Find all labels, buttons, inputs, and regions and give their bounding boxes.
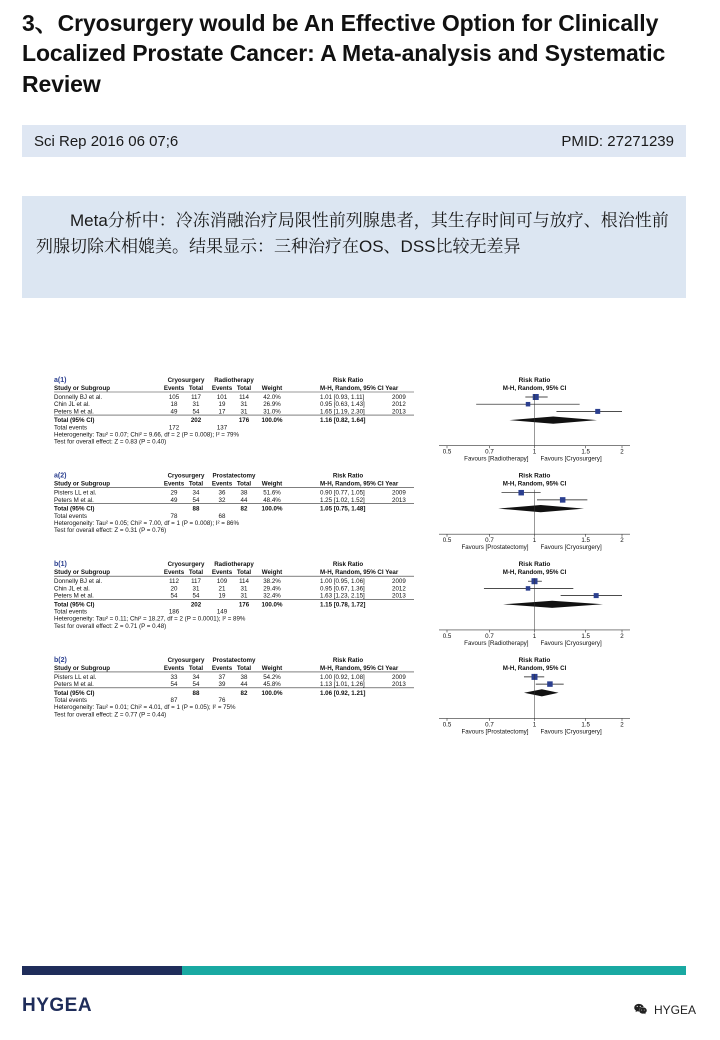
svg-text:45.8%: 45.8% xyxy=(263,681,281,689)
svg-text:2: 2 xyxy=(620,537,624,545)
svg-text:44: 44 xyxy=(240,681,248,689)
svg-text:Cryosurgery: Cryosurgery xyxy=(167,377,205,384)
svg-text:20: 20 xyxy=(170,585,178,593)
svg-text:1.5: 1.5 xyxy=(581,448,590,456)
svg-text:19: 19 xyxy=(218,592,226,600)
svg-text:0.95 [0.67, 1.36]: 0.95 [0.67, 1.36] xyxy=(320,585,365,593)
svg-text:32: 32 xyxy=(218,496,226,504)
svg-text:Favours [Prostatectomy]: Favours [Prostatectomy] xyxy=(461,544,529,552)
svg-text:19: 19 xyxy=(218,401,226,409)
svg-text:Total (95% CI): Total (95% CI) xyxy=(54,689,95,697)
svg-text:114: 114 xyxy=(239,394,249,401)
svg-text:Events: Events xyxy=(163,385,185,392)
svg-text:Test for overall effect: Z = 0: Test for overall effect: Z = 0.83 (P = 0.40) xyxy=(54,438,167,446)
svg-text:Total: Total xyxy=(236,569,252,577)
citation-bar xyxy=(22,125,686,157)
svg-text:1.00 [0.92, 1.08]: 1.00 [0.92, 1.08] xyxy=(320,673,365,681)
svg-text:2012: 2012 xyxy=(392,585,406,593)
svg-text:Prostatectomy: Prostatectomy xyxy=(212,472,256,480)
svg-text:0.5: 0.5 xyxy=(442,632,452,640)
svg-text:Chin JL et al.: Chin JL et al. xyxy=(54,585,90,593)
page-title: 3、Cryosurgery would be An Effective Option for Clinically Localized Prostate Cancer: A Meta-analysis and Systematic Review xyxy=(22,10,666,97)
svg-text:Total: Total xyxy=(188,569,204,577)
svg-text:88: 88 xyxy=(192,505,200,513)
svg-text:105: 105 xyxy=(168,394,180,401)
svg-text:Total events: Total events xyxy=(54,697,88,704)
svg-text:88: 88 xyxy=(192,689,200,697)
svg-text:Favours [Cryosurgery]: Favours [Cryosurgery] xyxy=(540,455,602,463)
svg-text:2013: 2013 xyxy=(392,681,406,689)
svg-text:Prostatectomy: Prostatectomy xyxy=(212,656,256,664)
svg-text:0.7: 0.7 xyxy=(485,721,494,729)
svg-text:1.5: 1.5 xyxy=(581,632,590,640)
svg-text:Weight: Weight xyxy=(261,480,283,488)
svg-text:49: 49 xyxy=(170,496,178,504)
svg-text:48.4%: 48.4% xyxy=(263,496,281,504)
svg-text:2: 2 xyxy=(620,721,624,729)
svg-text:Total (95% CI): Total (95% CI) xyxy=(54,601,95,609)
svg-text:112: 112 xyxy=(169,578,179,586)
svg-text:Events: Events xyxy=(211,664,233,672)
svg-text:1.01 [0.93, 1.11]: 1.01 [0.93, 1.11] xyxy=(320,394,365,401)
footer-bar-teal xyxy=(182,966,686,975)
svg-text:a(1): a(1) xyxy=(54,377,67,384)
svg-text:76: 76 xyxy=(218,697,226,704)
svg-text:Cryosurgery: Cryosurgery xyxy=(167,561,205,569)
citation-journal: Sci Rep 2016 06 07;6 xyxy=(34,132,179,150)
svg-text:Events: Events xyxy=(163,480,185,488)
svg-text:b(1): b(1) xyxy=(54,561,67,569)
forest-plot-svg xyxy=(52,372,672,862)
svg-text:29: 29 xyxy=(170,489,178,497)
svg-text:Weight: Weight xyxy=(261,385,283,392)
svg-text:Radiotherapy: Radiotherapy xyxy=(214,377,254,384)
svg-text:34: 34 xyxy=(192,673,200,681)
svg-text:Heterogeneity: Tau² = 0.01; Ch: Heterogeneity: Tau² = 0.01; Chi² = 4.01, df = 1 (P = 0.05); I² = 75% xyxy=(54,704,236,712)
svg-text:54: 54 xyxy=(192,408,200,416)
svg-text:1.16 [0.82, 1.64]: 1.16 [0.82, 1.64] xyxy=(320,417,366,425)
svg-text:Total: Total xyxy=(236,664,252,672)
svg-text:38: 38 xyxy=(240,673,248,681)
svg-text:M-H, Random, 95% CI: M-H, Random, 95% CI xyxy=(502,664,567,672)
svg-text:0.90 [0.77, 1.05]: 0.90 [0.77, 1.05] xyxy=(320,489,365,497)
svg-text:Events: Events xyxy=(211,569,233,577)
citation-pmid: PMID: 27271239 xyxy=(561,132,674,150)
svg-text:M-H, Random, 95% CI: M-H, Random, 95% CI xyxy=(502,385,567,392)
svg-text:Peters M et al.: Peters M et al. xyxy=(54,408,94,416)
wechat-account-name: HYGEA xyxy=(653,1002,696,1017)
svg-text:31: 31 xyxy=(240,585,248,593)
svg-text:Test for overall effect: Z = 0: Test for overall effect: Z = 0.71 (P = 0.48) xyxy=(54,622,167,630)
svg-text:Events: Events xyxy=(211,480,233,488)
svg-text:1: 1 xyxy=(532,632,537,640)
svg-text:Heterogeneity: Tau² = 0.07; Ch: Heterogeneity: Tau² = 0.07; Chi² = 9.66, df = 2 (P = 0.008); I² = 79% xyxy=(54,431,239,439)
svg-text:31: 31 xyxy=(192,401,200,409)
svg-text:0.7: 0.7 xyxy=(485,537,494,545)
svg-text:Total (95% CI): Total (95% CI) xyxy=(54,417,95,425)
svg-text:149: 149 xyxy=(216,608,228,616)
svg-text:1.15 [0.78, 1.72]: 1.15 [0.78, 1.72] xyxy=(320,601,366,609)
svg-text:M-H, Random, 95% CI Year: M-H, Random, 95% CI Year xyxy=(320,664,399,672)
svg-text:0.5: 0.5 xyxy=(442,537,452,545)
svg-text:39: 39 xyxy=(218,681,226,689)
svg-text:54: 54 xyxy=(192,496,200,504)
svg-text:26.9%: 26.9% xyxy=(263,401,281,409)
svg-text:Pisters LL et al.: Pisters LL et al. xyxy=(54,489,97,497)
svg-text:1.5: 1.5 xyxy=(581,721,590,729)
svg-text:2009: 2009 xyxy=(392,489,406,497)
footer-bar-dark xyxy=(22,966,182,975)
svg-text:202: 202 xyxy=(190,417,202,425)
svg-text:M-H, Random, 95% CI Year: M-H, Random, 95% CI Year xyxy=(320,480,399,488)
svg-text:Weight: Weight xyxy=(261,664,283,672)
svg-text:Events: Events xyxy=(163,664,185,672)
svg-text:2012: 2012 xyxy=(392,401,406,409)
svg-text:33: 33 xyxy=(170,673,178,681)
svg-text:Weight: Weight xyxy=(261,569,283,577)
svg-text:202: 202 xyxy=(190,601,202,609)
svg-text:M-H, Random, 95% CI Year: M-H, Random, 95% CI Year xyxy=(320,385,399,392)
svg-text:38.2%: 38.2% xyxy=(263,578,281,586)
svg-text:Peters M et al.: Peters M et al. xyxy=(54,496,94,504)
svg-text:54: 54 xyxy=(170,681,178,689)
svg-text:172: 172 xyxy=(168,424,180,432)
svg-text:44: 44 xyxy=(240,496,248,504)
svg-text:Risk Ratio: Risk Ratio xyxy=(332,656,364,664)
svg-text:54: 54 xyxy=(170,592,178,600)
svg-text:17: 17 xyxy=(218,408,226,416)
forest-plot-figure xyxy=(52,372,672,862)
svg-text:M-H, Random, 95% CI: M-H, Random, 95% CI xyxy=(502,569,567,577)
svg-text:1.63 [1.23, 2.15]: 1.63 [1.23, 2.15] xyxy=(320,592,365,600)
svg-text:2013: 2013 xyxy=(392,408,406,416)
svg-text:Cryosurgery: Cryosurgery xyxy=(167,472,205,480)
svg-text:1: 1 xyxy=(532,448,537,456)
svg-text:Total events: Total events xyxy=(54,424,88,432)
svg-text:Favours [Radiotherapy]: Favours [Radiotherapy] xyxy=(464,639,529,647)
svg-text:100.0%: 100.0% xyxy=(261,601,283,609)
svg-text:Favours [Cryosurgery]: Favours [Cryosurgery] xyxy=(540,544,602,552)
svg-text:Chin JL et al.: Chin JL et al. xyxy=(54,401,90,409)
svg-text:Test for overall effect: Z = 0: Test for overall effect: Z = 0.31 (P = 0.76) xyxy=(54,527,167,535)
svg-text:31: 31 xyxy=(240,592,248,600)
svg-text:Total: Total xyxy=(188,664,204,672)
svg-text:82: 82 xyxy=(240,689,248,697)
svg-text:31: 31 xyxy=(192,585,200,593)
svg-text:82: 82 xyxy=(240,505,248,513)
svg-text:Favours [Radiotherapy]: Favours [Radiotherapy] xyxy=(464,455,529,463)
wechat-icon xyxy=(633,1002,648,1017)
svg-text:176: 176 xyxy=(238,417,250,425)
svg-text:Study or Subgroup: Study or Subgroup xyxy=(54,480,111,488)
svg-text:b(2): b(2) xyxy=(54,656,67,664)
svg-text:Total: Total xyxy=(236,385,252,392)
svg-text:176: 176 xyxy=(238,601,250,609)
svg-text:Risk Ratio: Risk Ratio xyxy=(332,377,364,384)
wechat-block xyxy=(633,1002,696,1017)
svg-text:21: 21 xyxy=(218,585,226,593)
svg-text:Risk Ratio: Risk Ratio xyxy=(332,561,364,569)
summary-text: Meta分析中：冷冻消融治疗局限性前列腺患者，其生存时间可与放疗、根治性前列腺切除术相媲美。结果显示：三种治疗在OS、DSS比较无差异 xyxy=(36,211,669,257)
svg-text:54: 54 xyxy=(192,681,200,689)
svg-text:a(2): a(2) xyxy=(54,472,67,480)
svg-text:Total: Total xyxy=(236,480,252,488)
svg-text:31: 31 xyxy=(240,401,248,409)
svg-text:Risk Ratio: Risk Ratio xyxy=(518,377,551,384)
svg-text:78: 78 xyxy=(170,512,178,520)
svg-text:Radiotherapy: Radiotherapy xyxy=(214,561,254,569)
svg-text:32.4%: 32.4% xyxy=(263,592,281,600)
svg-text:37: 37 xyxy=(218,673,226,681)
svg-text:100.0%: 100.0% xyxy=(261,689,283,697)
svg-text:42.0%: 42.0% xyxy=(263,394,281,401)
svg-text:100.0%: 100.0% xyxy=(261,417,283,425)
svg-text:Heterogeneity: Tau² = 0.05; Ch: Heterogeneity: Tau² = 0.05; Chi² = 7.00, df = 1 (P = 0.008); I² = 86% xyxy=(54,520,239,527)
svg-text:1.05 [0.75, 1.48]: 1.05 [0.75, 1.48] xyxy=(320,505,366,513)
svg-text:31.0%: 31.0% xyxy=(263,408,281,416)
summary-box xyxy=(22,196,686,298)
svg-text:31: 31 xyxy=(240,408,248,416)
svg-text:Total: Total xyxy=(188,385,204,392)
svg-text:38: 38 xyxy=(240,489,248,497)
svg-text:36: 36 xyxy=(218,489,226,497)
svg-text:Cryosurgery: Cryosurgery xyxy=(167,656,205,664)
svg-text:0.95 [0.63, 1.43]: 0.95 [0.63, 1.43] xyxy=(320,401,365,409)
svg-text:1.13 [1.01, 1.26]: 1.13 [1.01, 1.26] xyxy=(320,681,365,689)
svg-text:51.6%: 51.6% xyxy=(263,489,281,497)
svg-text:1.06 [0.92, 1.21]: 1.06 [0.92, 1.21] xyxy=(320,689,366,697)
svg-text:117: 117 xyxy=(191,394,201,401)
svg-text:Events: Events xyxy=(163,569,185,577)
svg-text:1.25 [1.02, 1.52]: 1.25 [1.02, 1.52] xyxy=(320,496,365,504)
svg-text:Study or Subgroup: Study or Subgroup xyxy=(54,385,111,392)
svg-text:Heterogeneity: Tau² = 0.11; Ch: Heterogeneity: Tau² = 0.11; Chi² = 18.27, df = 2 (P = 0.0001); I² = 89% xyxy=(54,615,246,623)
svg-text:1: 1 xyxy=(532,537,537,545)
svg-text:Study or Subgroup: Study or Subgroup xyxy=(54,569,111,577)
svg-text:49: 49 xyxy=(170,408,178,416)
svg-text:Donnelly BJ et al.: Donnelly BJ et al. xyxy=(54,578,103,586)
svg-text:1.5: 1.5 xyxy=(581,537,590,545)
svg-text:114: 114 xyxy=(239,578,249,586)
svg-text:M-H, Random, 95% CI: M-H, Random, 95% CI xyxy=(502,480,567,488)
svg-text:0.5: 0.5 xyxy=(442,721,452,729)
svg-text:2009: 2009 xyxy=(392,673,406,681)
svg-text:Favours [Cryosurgery]: Favours [Cryosurgery] xyxy=(540,639,602,647)
svg-text:Pisters LL et al.: Pisters LL et al. xyxy=(54,673,97,681)
svg-text:Peters M et al.: Peters M et al. xyxy=(54,592,94,600)
svg-text:Total: Total xyxy=(188,480,204,488)
svg-text:Favours [Cryosurgery]: Favours [Cryosurgery] xyxy=(540,728,602,736)
svg-text:137: 137 xyxy=(216,424,228,432)
svg-text:Events: Events xyxy=(211,385,233,392)
svg-text:Total events: Total events xyxy=(54,512,88,520)
svg-text:1.65 [1.19, 2.30]: 1.65 [1.19, 2.30] xyxy=(320,408,365,416)
svg-text:2: 2 xyxy=(620,632,624,640)
svg-text:34: 34 xyxy=(192,489,200,497)
svg-text:Test for overall effect: Z = 0: Test for overall effect: Z = 0.77 (P = 0.44) xyxy=(54,711,167,719)
svg-text:0.7: 0.7 xyxy=(485,448,494,456)
svg-text:186: 186 xyxy=(168,608,180,616)
svg-text:Total (95% CI): Total (95% CI) xyxy=(54,505,95,513)
svg-text:Peters M et al.: Peters M et al. xyxy=(54,681,94,689)
svg-text:2013: 2013 xyxy=(392,592,406,600)
svg-text:1: 1 xyxy=(532,721,537,729)
svg-text:2013: 2013 xyxy=(392,496,406,504)
svg-text:18: 18 xyxy=(170,401,178,409)
svg-text:100.0%: 100.0% xyxy=(261,505,283,513)
svg-text:109: 109 xyxy=(216,578,228,586)
svg-text:54.2%: 54.2% xyxy=(263,673,281,681)
svg-text:68: 68 xyxy=(218,512,226,520)
svg-text:1.00 [0.95, 1.06]: 1.00 [0.95, 1.06] xyxy=(320,578,365,586)
svg-text:Risk Ratio: Risk Ratio xyxy=(518,656,551,664)
footer-logo: HYGEA xyxy=(22,995,93,1016)
svg-text:2: 2 xyxy=(620,448,624,456)
svg-text:2009: 2009 xyxy=(392,394,406,401)
svg-text:0.5: 0.5 xyxy=(442,448,452,456)
svg-text:87: 87 xyxy=(170,697,178,704)
svg-text:Risk Ratio: Risk Ratio xyxy=(332,472,364,480)
svg-text:M-H, Random, 95% CI Year: M-H, Random, 95% CI Year xyxy=(320,569,399,577)
svg-text:Study or Subgroup: Study or Subgroup xyxy=(54,664,111,672)
svg-text:54: 54 xyxy=(192,592,200,600)
svg-text:Favours [Prostatectomy]: Favours [Prostatectomy] xyxy=(461,728,529,736)
svg-text:Total events: Total events xyxy=(54,608,88,616)
svg-text:Risk Ratio: Risk Ratio xyxy=(518,561,551,569)
svg-text:117: 117 xyxy=(191,578,201,586)
svg-text:2009: 2009 xyxy=(392,578,406,586)
svg-text:0.7: 0.7 xyxy=(485,632,494,640)
svg-text:29.4%: 29.4% xyxy=(263,585,281,593)
svg-text:Donnelly BJ et al.: Donnelly BJ et al. xyxy=(54,394,103,401)
svg-text:Risk Ratio: Risk Ratio xyxy=(518,472,551,480)
svg-text:101: 101 xyxy=(216,394,228,401)
